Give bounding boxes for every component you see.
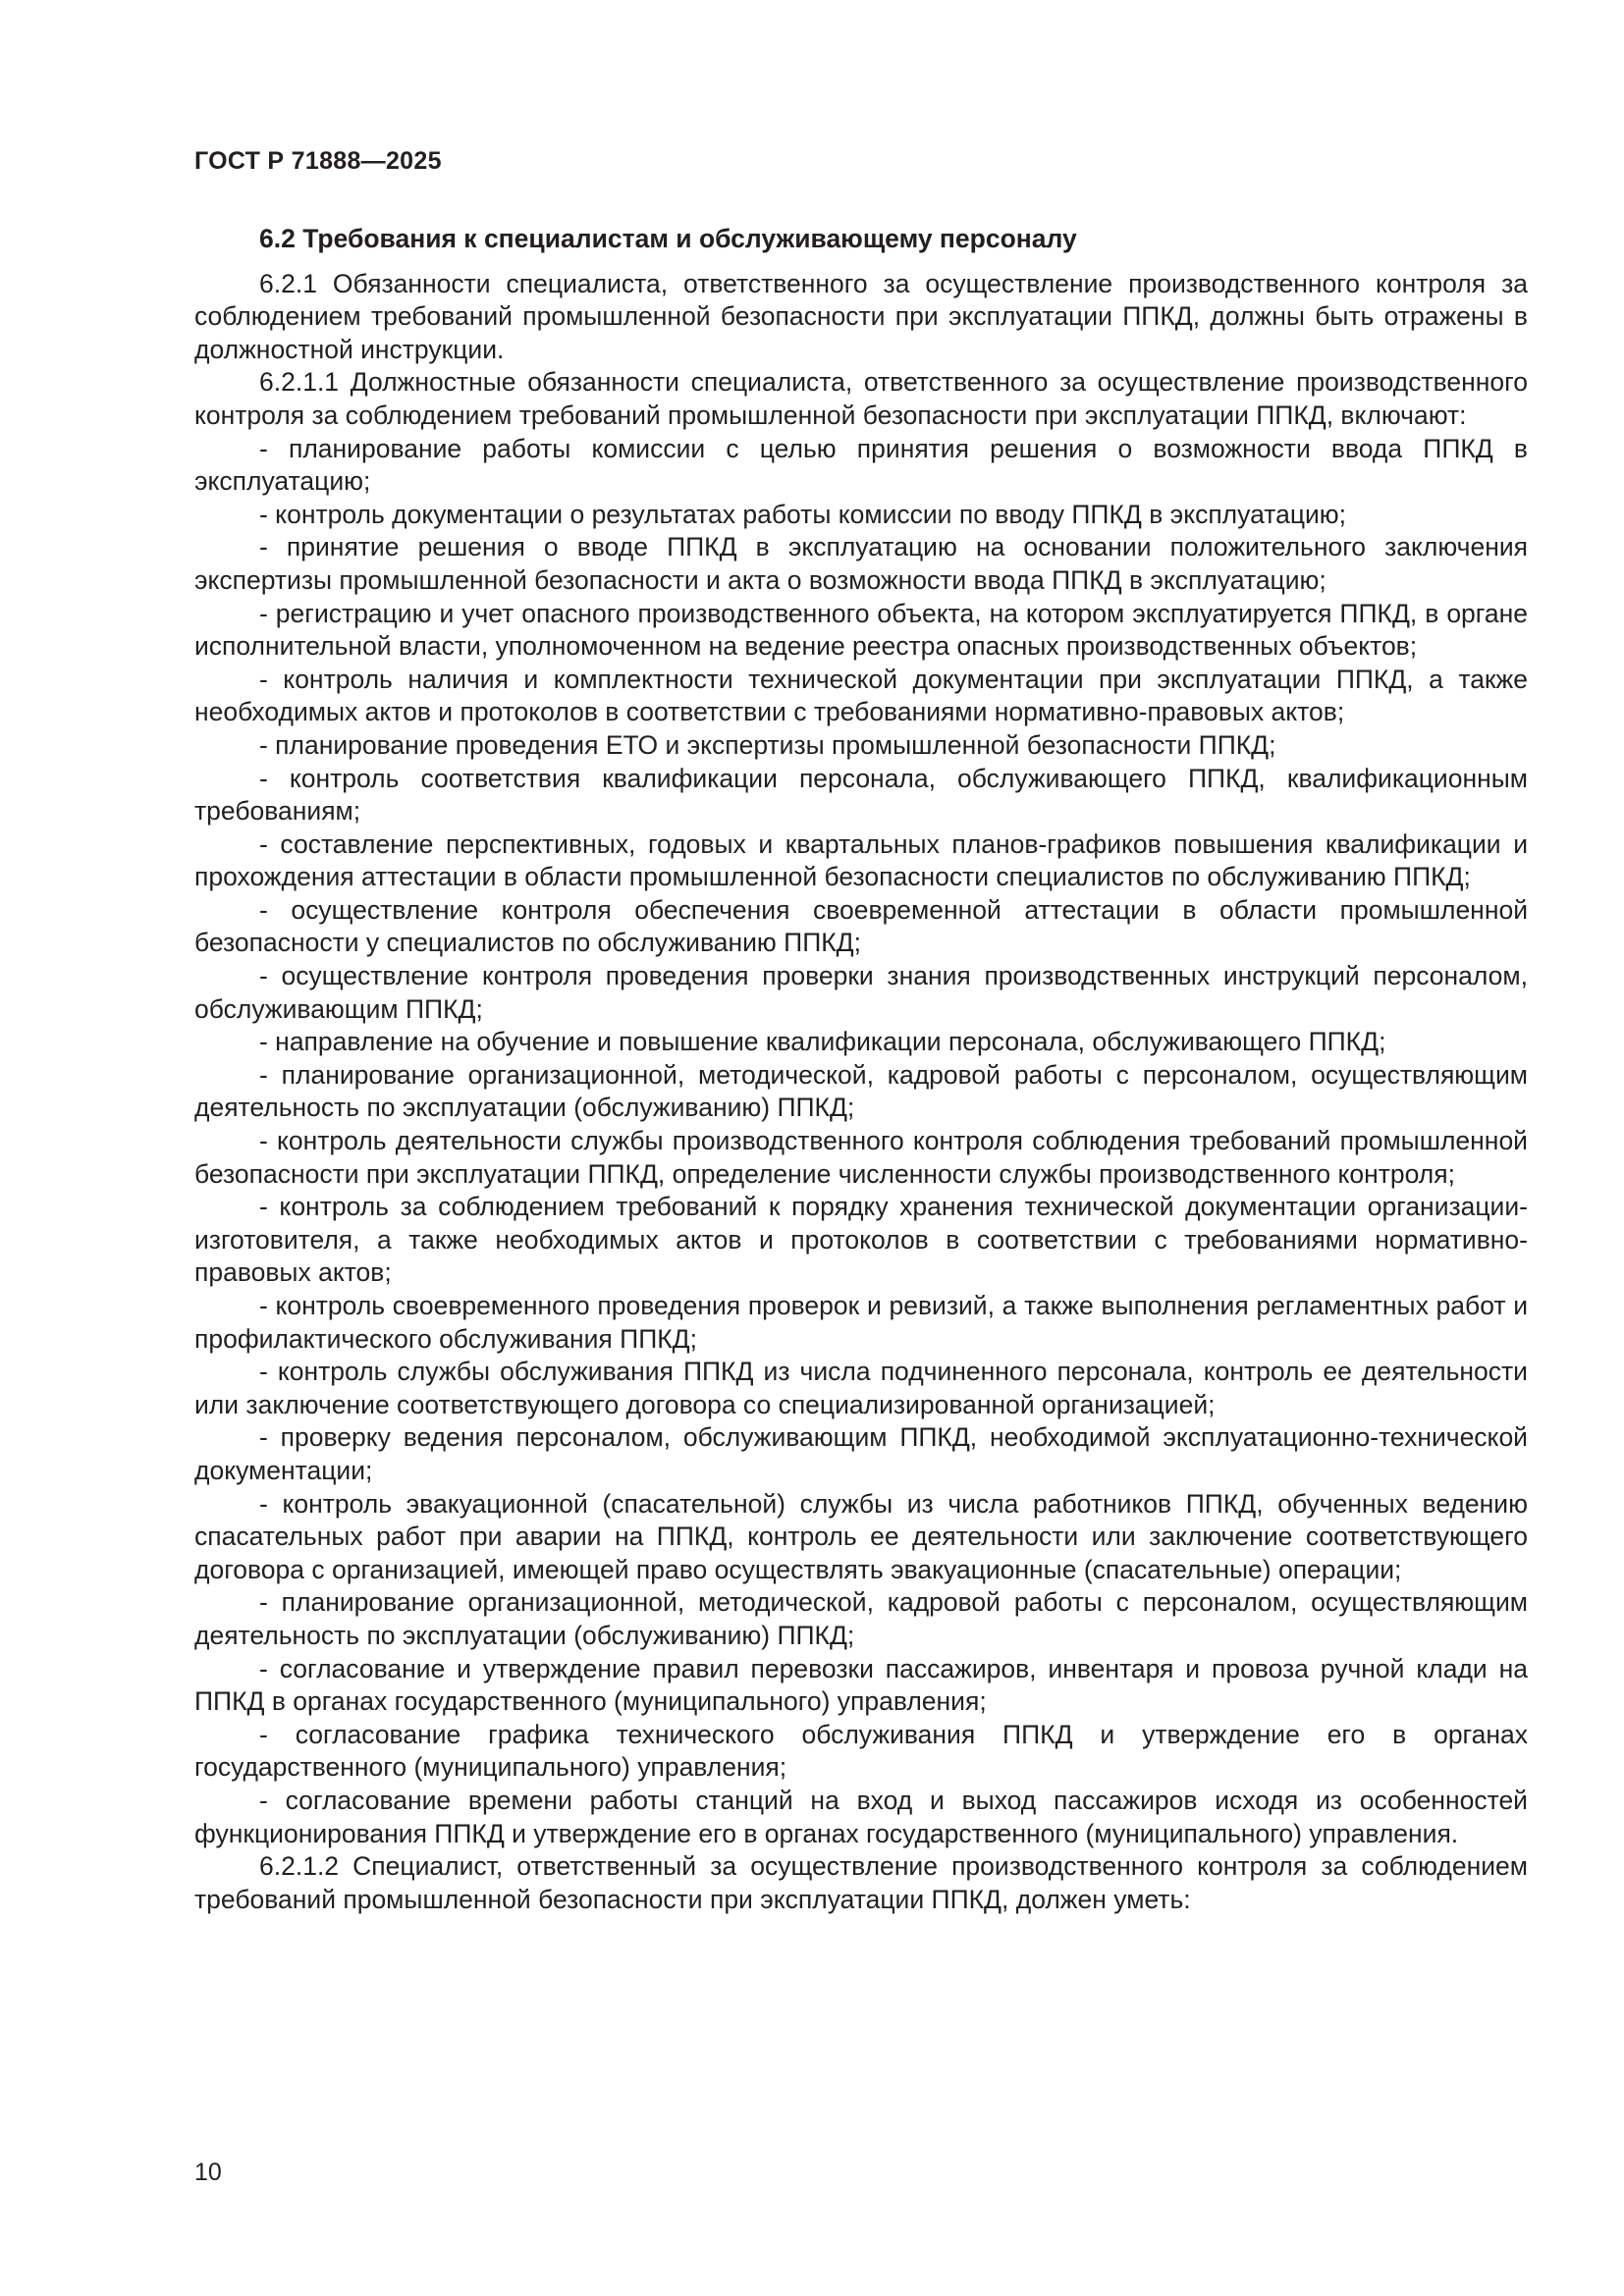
document-body — [194, 223, 1528, 1916]
clause-6-2-1-2: 6.2.1.2 Специалист, ответственный за осуществление производственного контроля за соблюдением требований промышленной безопасности при эксплуатации ППКД, должен уметь: — [194, 1851, 1528, 1914]
list-item: - контроль своевременного проведения проверок и ревизий, а также выполнения регламентных работ и профилактического обслуживания ППКД; — [194, 1291, 1528, 1354]
list-item: - планирование организационной, методической, кадровой работы с персоналом, осуществляющим деятельность по эксплуатации (обслуживанию) ППКД; — [194, 1059, 1528, 1123]
list-item: - контроль службы обслуживания ППКД из числа подчиненного персонала, контроль ее деятельности или заключение соответствующего договора со специализированной организацией; — [194, 1357, 1528, 1419]
list-item: - контроль документации о результатах работы комиссии по вводу ППКД в эксплуатацию; — [259, 499, 1347, 529]
list-item: - осуществление контроля проведения проверки знания производственных инструкций персоналом, обслуживающим ППКД; — [194, 961, 1528, 1024]
clause-6-2-1-1: 6.2.1.1 Должностные обязанности специалиста, ответственного за осуществление производственного контроля за соблюдением требований промышленной безопасности при эксплуатации ППКД, включают: — [194, 367, 1528, 430]
document-code-header: ГОСТ Р 71888—2025 — [194, 147, 442, 175]
list-item: - контроль эвакуационной (спасательной) службы из числа работников ППКД, обученных ведению спасательных работ при аварии на ППКД, контроль ее деятельности или заключение соответствующего договора с организацией, имеющей право осуществлять эвакуационные (спасательные) операции; — [194, 1488, 1528, 1584]
list-item: - контроль деятельности службы производственного контроля соблюдения требований промышленной безопасности при эксплуатации ППКД, определение численности службы производственного контроля; — [194, 1126, 1528, 1189]
list-item: - планирование работы комиссии с целью принятия решения о возможности ввода ППКД в эксплуатацию; — [194, 433, 1528, 497]
clause-6-2-1: 6.2.1 Обязанности специалиста, ответственного за осуществление производственного контроля за соблюдением требований промышленной безопасности при эксплуатации ППКД, должны быть отражены в должностной инструкции. — [194, 268, 1528, 364]
page-number: 10 — [194, 2159, 222, 2186]
list-item: - контроль за соблюдением требований к порядку хранения технической документации организации-изготовителя, а также необходимых актов и протоколов в соответствии с требованиями нормативно-правовых актов; — [194, 1192, 1528, 1288]
section-title: 6.2 Требования к специалистам и обслуживающему персоналу — [259, 224, 1077, 253]
list-item: - проверку ведения персоналом, обслуживающим ППКД, необходимой эксплуатационно-технической документации; — [194, 1422, 1528, 1485]
list-item: - контроль соответствия квалификации персонала, обслуживающего ППКД, квалификационным требованиям; — [194, 763, 1528, 827]
list-item: - согласование и утверждение правил перевозки пассажиров, инвентаря и провоза ручной клади на ППКД в органах государственного (муниципального) управления; — [194, 1653, 1528, 1717]
list-item: - осуществление контроля обеспечения своевременной аттестации в области промышленной безопасности у специалистов по обслуживанию ППКД; — [194, 894, 1528, 958]
list-item: - составление перспективных, годовых и квартальных планов-графиков повышения квалификации и прохождения аттестации в области промышленной безопасности специалистов по обслуживанию ППКД; — [194, 828, 1528, 892]
list-item: - согласование графика технического обслуживания ППКД и утверждение его в органах государственного (муниципального) управления; — [194, 1719, 1528, 1783]
list-item: - планирование проведения ЕТО и экспертизы промышленной безопасности ППКД; — [259, 729, 1276, 760]
list-item: - контроль наличия и комплектности технической документации при эксплуатации ППКД, а также необходимых актов и протоколов в соответствии с требованиями нормативно-правовых актов; — [194, 664, 1528, 727]
list-item: - согласование времени работы станций на вход и выход пассажиров исходя из особенностей функционирования ППКД и утверждение его в органах государственного (муниципального) управления. — [194, 1785, 1528, 1848]
list-item: - направление на обучение и повышение квалификации персонала, обслуживающего ППКД; — [259, 1027, 1386, 1057]
list-item: - регистрацию и учет опасного производственного объекта, на котором эксплуатируется ППКД, в органе исполнительной власти, уполномоченном на ведение реестра опасных производственных объектов; — [194, 598, 1528, 662]
list-item: - планирование организационной, методической, кадровой работы с персоналом, осуществляющим деятельность по эксплуатации (обслуживанию) ППКД; — [194, 1587, 1528, 1650]
list-item: - принятие решения о вводе ППКД в эксплуатацию на основании положительного заключения экспертизы промышленной безопасности и акта о возможности ввода ППКД в эксплуатацию; — [194, 532, 1528, 595]
